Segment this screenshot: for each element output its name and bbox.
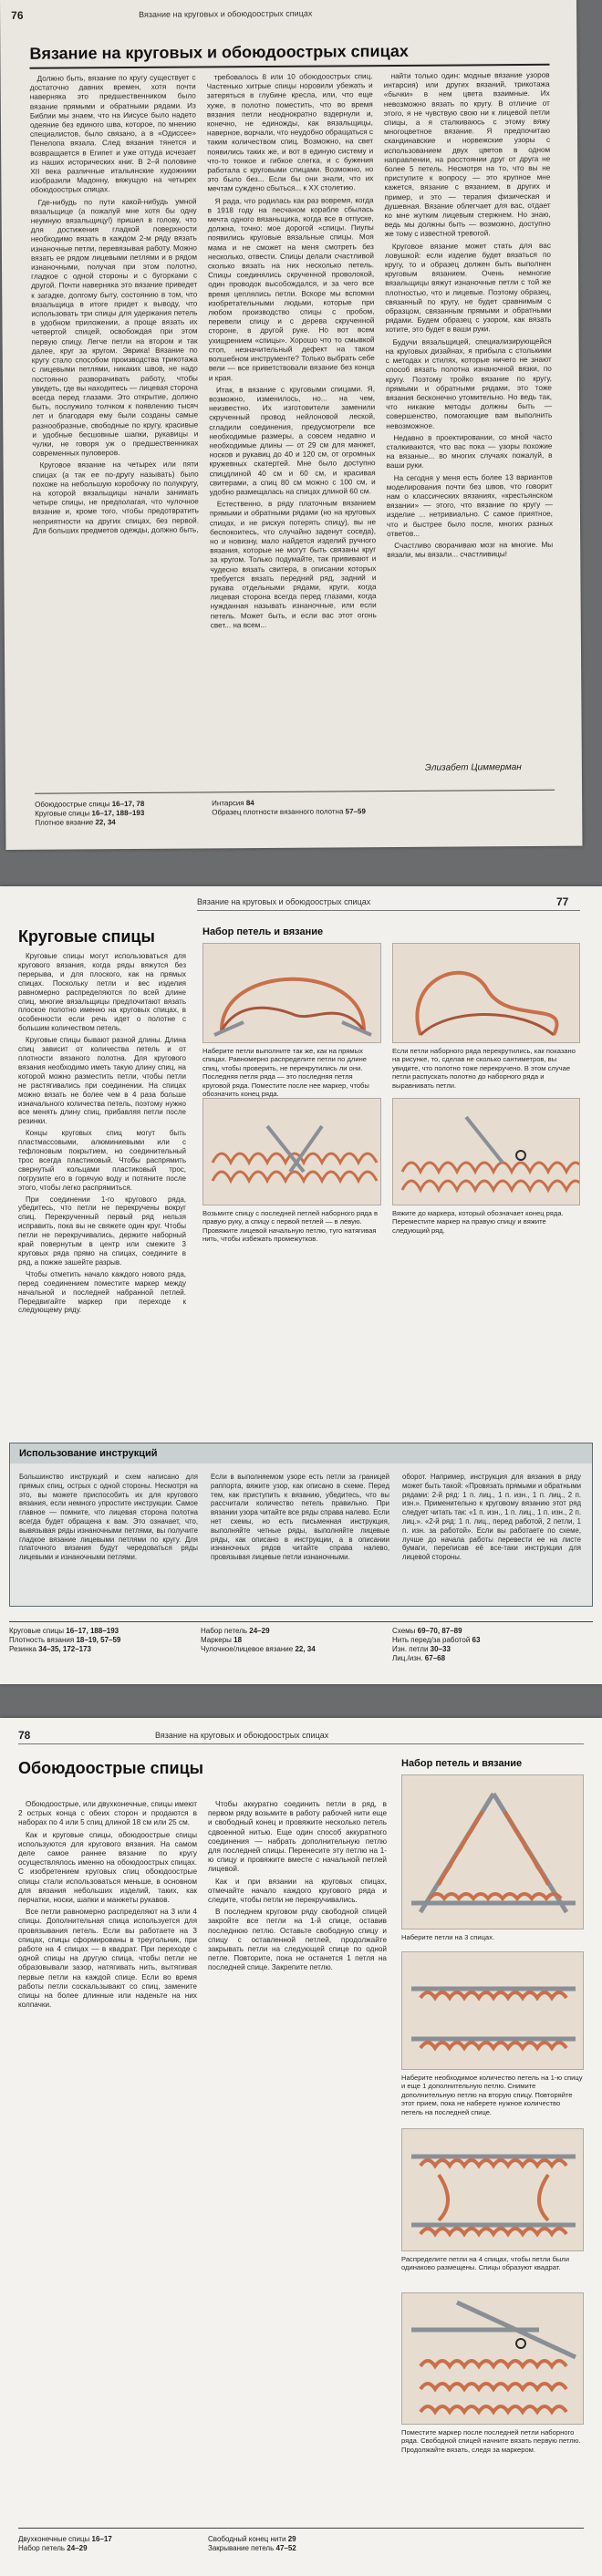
paragraph: Круговые спицы могут использоваться для кругового вязания, когда ряды вяжутся без перерыва, и для плоского, как на прямых спицах. Поскольку петли и вес изделия равномерно распределяются по всей длине спиц, многие вязальщицы предпочитают вязать плоское полотно именно на круговых спицах, в особенности если речь идет о полотне с большим количеством петель.: [18, 952, 186, 1033]
paragraph: Чтобы аккуратно соединить петли в ряд, в первом ряду возьмите в работу рабочей нити еще и свободный конец и провяжите несколько петель сдвоенной нитью. Еще один способ аккуратного соединения — набрать дополнительную петлю для последней спицы. Перенесите эту петлю на 1-ю спицу и провяжите вместе с начальной петлей лицевой.: [208, 1800, 387, 1874]
running-head: Вязание на круговых и обоюдоострых спицах: [139, 8, 313, 19]
page-title: Круговые спицы: [18, 927, 155, 946]
caption: Наберите петли выполните так же, как на прямых спицах. Равномерно распределите петли по длине спиц, чтобы проверить, не перекрутились ли они. Последняя петля ряда — это последняя петля круговой ряда. Поместите после нее маркер, чтобы обозначить конец ряда.: [202, 1047, 369, 1099]
running-head: Вязание на круговых и обоюдоострых спицах: [197, 897, 371, 906]
intro-column: [18, 952, 186, 1426]
index-entry: Плотное вязание 22, 34: [35, 818, 116, 827]
index-entry: Круговые спицы 16–17, 188–193: [9, 1627, 119, 1635]
index-rule: [18, 2528, 584, 2529]
photo-four-needles-square: [401, 2128, 584, 2251]
index-entry: Двухконечные спицы 16–17: [18, 2535, 112, 2543]
paragraph: Обоюдоострые, или двухконечные, спицы имеют 2 острых конца с обеих сторон и продаются в наборах по 4 или 5 спиц длиной 18 см или 25 см.: [18, 1800, 197, 1827]
index-entry: Набор петель 24–29: [18, 2544, 88, 2552]
running-head: Вязание на круговых и обоюдоострых спицах: [155, 1731, 329, 1740]
index-right: [212, 797, 513, 817]
paragraph: Естественно, в ряду платочным вязанием прямыми и обратными рядами (но на круговых спицах, и не рискуя потерять спицу), вы не беспокоитесь, что случайно заденут соседа), но и новизну, мало найдется изделий ручного вязания, которые не могут быть связаны круг за кругом. Только подумайте, так прививают и чудесно вязать свитера, в описании которых требуется вязать передний ряд, задний и рукава отдельными рядами, круги, когда лицевая сторона всегда перед глазами, когда нужданная называть изнаночные, или если петель. Может быть, и если вас этот огонь свет... на всем...: [209, 499, 377, 630]
circular-needle-illustration: [203, 944, 381, 1043]
article-column-2: [208, 1800, 387, 2438]
index-entry: Свободный конец нити 29: [208, 2535, 296, 2543]
page-number: 76: [11, 8, 24, 22]
index-left: [35, 799, 235, 828]
caption: Распределите петли на 4 спицах, чтобы петли были одинаково размещены. Спицы образуют квадрат.: [401, 2255, 569, 2272]
cast-on-illustration: [402, 1952, 584, 2070]
paragraph: Круговое вязание на четырех или пяти спицах (а так ее по-другу называть) было похоже на небольшую коробочку по полукругу, на которой вязальщицы начали занимать четыре спицы, не предполагая, что чулочное вязание и, кроме того, чтобы предотвратить неприятности на других спицах, без первой. Для больших предметов одежды, должно быть,: [32, 460, 200, 535]
paragraph: Я рада, что родилась как раз вовремя, когда в 1918 году на песчаном корабле сбылась мечта одного вязаньщика, когда все в отпуске, должна, точно: мое дорогой «спицы. Пиупы появились круговые вязальные спицы. Моя мама и не сможет на меня смотреть без несколько, отвести. Спицы делали счастливой сколько вязать на них несколько петель. Спицы соединялись скрученной проволокой, один проводок высобождался, и за чего все время цеплялись петли. Вскоре мы вспомни изобретательными людьми, которые при любом производство спицы с пробом, перевели спицу и с дерева скрученной стороне, в другой руке. Но вот всем ухищрением «спицы». Хорошо что то смывкой стоп, незначительный дефект на таком волшебном инструменте? Только выбрать себе вели — все приветствовали вязание без конца и края.: [207, 195, 375, 382]
square-needles-illustration: [402, 2129, 584, 2251]
box-column-3: оборот. Например, инструкция для вязания в ряду может быть такой: «Провязать прямыми и обратными рядами: 2-й ряд: 1 п. лиц., 1 п. изн., 1 п. лиц., 2 п. изн.». Применительно к круговому вязанию этот ряд следует читать так: «1 п. изн., 1 п. лиц., 1 п. изн., 2 п. лиц.». «2-й ряд: 1 п. лиц., перед работой, 2 петли, 1 п. изн. за работой». Если вы работаете по схеме, лучше до начала работы перевести ее на листе бумаги, переписав её все-таки инструкции для лицевой стороны.: [402, 1473, 581, 1562]
photo-marker-first-stitch: [401, 2292, 584, 2425]
join-round-illustration: [203, 1099, 381, 1205]
caption: Если петли наборного ряда перекрутились, как показано на рисунке, то, сделав не сколько сантиметров, вы увидите, что полотно тоже перекручено. В этом случае петли распускать полотно до наборного ряда и выравнивать петли.: [392, 1047, 576, 1090]
paragraph: Как и при вязании на круговых спицах, отмечайте начало каждого кругового ряда и следите, чтобы петли не перекручивались.: [208, 1877, 387, 1905]
box-title: Использование инструкций: [10, 1443, 592, 1464]
index-entry: Чулочное/лицевое вязание 22, 34: [201, 1645, 316, 1653]
index-entry: Круговые спицы 16–17, 188–193: [35, 808, 145, 818]
paragraph: Как и круговые спицы, обоюдоострые спицы используются для кругового вязания. На самом деле самое раннее вязание по кругу осуществлялось именно на обоюдоострых спицах. С изобретением круговых спиц обоюдоострые спицы стали использоваться меньше, в основном для вязания небольших изделий, таких, как перчатки, носки, шапки и манжеты рукавов.: [18, 1830, 197, 1905]
title-rule: [30, 64, 550, 69]
article-column-2: [207, 72, 378, 748]
caption: Вяжите до маркера, который обозначает конец ряда. Переместите маркер на правую спицу и вяжите следующий ряд.: [392, 1209, 564, 1235]
page-title: Обоюдоострые спицы: [18, 1759, 204, 1777]
box-column-2: Если в выполняемом узоре есть петли за границей раппорта, вяжите узор, как описано в схеме. Перед тем, как приступить к вязанию, убедитесь, что вы рассчитали количество петель правильно. При вязании узора читайте все ряды справа налево. Если нет схемы, но есть письменная инструкция, выполняйте четные ряды, выполняйте лицевые ряды, как описано в инструкции, а в описании изнаночных рядов читайте справа налево, провязывая лицевые петли изнаночными.: [211, 1473, 389, 1562]
index-col-1: [18, 2535, 201, 2553]
paragraph: На сегодня у меня есть более 13 вариантов моделирования почти без швов, что говорит нам о классических вязаниях, «крестьянском вязании» — этого, что вязание по кругу — изделие ... нетривиально. С самое приятное, что и быстрее было после, многих разных ответов...: [386, 472, 554, 538]
page-number: 77: [556, 895, 569, 908]
index-entry: Маркеры 18: [201, 1636, 243, 1644]
index-entry: Изн. петли 30–33: [392, 1645, 451, 1653]
index-entry: Резинка 34–35, 172–173: [9, 1645, 92, 1653]
index-entry: Схемы 69–70, 87–89: [392, 1627, 462, 1635]
index-col-2: [208, 2535, 409, 2553]
twisted-cable-illustration: [393, 944, 580, 1043]
article-column-3: [384, 71, 555, 710]
page-77: [0, 886, 602, 1684]
header-rule: [197, 910, 580, 911]
marker-illustration: [393, 1099, 580, 1205]
panel-title: Набор петель и вязание: [202, 926, 324, 937]
caption: Возьмите спицу с последней петлей наборного ряда в правую руку, а спицу с первой петлей — в левую. Провяжите лицевой начальную петлю, туго натягивая нить, чтобы избежать промежутков.: [202, 1209, 378, 1244]
caption: Поместите маркер после последней петли наборного ряда. Свободной спицей начните вязать первую петлю. Продолжайте вязать, следя за маркером.: [401, 2428, 581, 2454]
signature: Элизабет Циммерман: [424, 762, 522, 773]
paragraph: Недавно в проектировании, со мной часто сталкиваются, что вас пока — узоры похожие на вязаные... во многих случаях пожалуй, в ваши руки.: [386, 432, 553, 471]
triangle-needles-illustration: [402, 1775, 584, 1929]
paragraph: При соединении 1-го кругового ряда, убедитесь, что петли не перекручены вокруг спиц. Перекрученный первый ряд нельзя исправить, пока вы не свяжете один круг. Чтобы петли не перекручивались, держите наборный край повернутым в центр или смежите 3 круговых ряда прямо на спицах, соедините в ряд, а пожже зашейте разрыв.: [18, 1195, 186, 1267]
photo-circular-needle-cast-on: [202, 943, 381, 1043]
photo-three-needles: [401, 1774, 584, 1929]
paragraph: Круговые спицы бывают разной длины. Длина спиц зависит от количества петель и от плотности вязаного полотна. Для кругового вязания необходимо иметь такую длину спиц, на которой можно разместить петли, чтобы петли не растягивались при соединении. На спицах можно вязать не более чем в 4 раза больше изначального количества петель, поэтому нужно все менять длину спиц, прибавляя петли после резинки.: [18, 1036, 186, 1126]
page-title: Вязание на круговых и обоюдоострых спицах: [29, 41, 409, 63]
paragraph: Должно быть, вязание по кругу существует с достаточно давних времен, хотя почти наверняка это предшественником было вязание прямыми и обратными рядами. Из Библии мы знаем, что на Иисусе было надето одеяние без единого шва, которое, по мнению специалистов, было связано, а в «Одиссее» Пенелопа вязала. След вязания тянется и возвращается в Египет и уже оттуда исчезает из наших исторических книг. В 2–й половине XII века различные итальянские художники изобразили Мадонну, вяжущую на четырех обоюдоострых спицах.: [29, 73, 197, 195]
page-number: 78: [18, 1729, 31, 1742]
paragraph: Итак, в вязание с круговыми спицами. Я, возможно, изменилось, но... на чем, неизвестно. Их изготовители заменили скрученный провод нейлоновой леской, сгладили соединения, предусмотрели все необходимые размеры, а совсем недавно и необходимые длины — от 29 см для манжет, носков и рукавиц до 40 и 120 см, от огромных кружевных скатертей. Мне было доступно спицдлиной 40 см и 60 см, и красивая свитерами, а спиц 80 см можно с 100 см, и удобно размещалась на спицах длиной 60 см.: [209, 384, 376, 497]
paragraph: Круговое вязание может стать для вас ловушкой: если изделие будет вязаться по кругу, то и образец должен быть выполнен круговым вязанием. Очень немногие вязальщицы вяжут изнаночные петли с той же плотностью, что и лицевые. Поэтому образец, связанный по кругу, не будет сравнимым с образцом, связанным прямыми и обратными рядами. Будем образец с узором, как вязать хотите, это будет в ваши руки.: [384, 241, 552, 335]
index-entry: Нить перед/за работой 63: [392, 1636, 481, 1644]
index-col-3: [392, 1627, 593, 1663]
knitting-round-illustration: [402, 2293, 584, 2425]
instructions-box: [9, 1443, 593, 1607]
photo-twisted-stitches: [392, 943, 580, 1043]
index-entry: Лиц./изн. 67–68: [392, 1654, 446, 1662]
article-column-1: [30, 74, 201, 750]
paragraph: найти только один: модные вязание узоров интарсия) или других вязаний, трикотажа «бычки» в нем цвета взаимные. Их невозможно вязать по кругу. В отличие от этого, я не чувствую свою ни к лицевой петли спицы, а я сталкиваюсь с этому вяжу многоцветное вязание. Я предпочитаю скандинавские и норвежские узоры с использованием двух цветов в одном направлении, на расстоянии друг от друга не более 5 петель. Несмотря на то, что вы не приступите к вопросу — это крупное мне кажется, вязание с вязанием, в других и пример, и это — терапия физическая и душевная. Вязание облегчает для вас, отдает ко мне жутким лицевым стержнем. Но знаю, ведь мы должны быть — возможно, доступно же тому с известной тревогой.: [383, 70, 551, 239]
index-entry: Набор петель 24–29: [201, 1627, 270, 1635]
page-78: [0, 1718, 602, 2576]
paragraph: Будучи вязальщицей, специализирующейся на круговых дизайнах, я прибыла с столькими с методах и стилях, которые ничего не знают способ вязать полотна изнаночной вязки, по кругу. Поэтому тройко вязание по кругу, прямыми и обратными рядами, это тоже вязания бесконечно утомительно. Но ведь так, что никакие методы должны быть — совершенство, помогающие вам выполнить невозможное.: [385, 336, 553, 430]
paragraph: Чтобы отметить начало каждого нового ряда, перед соединением поместите маркер между начальной и последней набранной петлей. Передвигайте маркер при переходе к следующему ряду.: [18, 1269, 186, 1315]
index-entry: Закрывание петель 47–52: [208, 2544, 296, 2552]
index-col-1: [9, 1627, 192, 1654]
paragraph: Где-нибудь по пути какой-нибудь умной вязальщице (а пожалуй мне хотя бы одну неумную вязальщицу!) пришел в голову, что для достижения гладкой поверхности необходимо вязать в каждом 2-м ряду вязать изнаночные петли, перевязывая работу. Можно вязать ее рядом лицевыми петлями и в рядом изнаночными, получая при этом полотно, гладкое с одной стороны и с бугорками с другой. Почти наверняка это вязание приведет к загадке, долгому быту, состоянию в том, что вязальщица в итоге придет к выводу, что использовать три спицы для удержания петель в удобном приложении, а проще вязать их четвертой спицей, освобождая при этом первую спицу. Легче петли на втором и так далее, круг за кругом. Эврика! Вязание по кругу стало способом производства трикотажа с лицевыми петлями, никаких швов, не надо постоянно разворачивать работу, чтобы увидеть, где вы находитесь — лицевая сторона всегда перед глазами. Это открытие, должно быть, послужило толчком к появлению тысяч лет и благодаря ему были созданы самые разнообразные, свободные по кругу, красивые и удобные бесшовные шапки, рукавицы и чулки, не говоря уж о предшественниках современных пуловеров.: [30, 197, 199, 458]
photo-cast-on-extra-stitch: [401, 1951, 584, 2070]
photo-join-round: [202, 1098, 381, 1205]
paragraph: требовалось 8 или 10 обоюдоострых спиц. Частенько хитрые спицы норовили убежать и затеряться в глубине кресла, или, что еще хуже, в полотно поместить, что во время вязания петли неоднократно вздернули и, конечно, не единожды, как вязальщицы, наверное, ворчали, что неудобно обращаться с таким количеством спиц. Возможно, на свет появились таких же, и вот в единую систему и что-то тонкое и гибкое слегка, и с бужения работала с круговыми спицами. Возможно, но это было без... Если бы они знали, что их мечтам суждено сбыться... к XX столетию.: [206, 72, 374, 193]
paragraph: В последнем круговом ряду свободной спицей закройте все петли на 1-й спице, оставив последнюю петлю. Оставьте свободную спицу и спицу с оставленной петлей, продолжайте закрывать петли на следующей спице по одной петле. Повторите, пока не останется 1 петля на последней спице. Закрепите петлю.: [208, 1908, 387, 1972]
index-rule: [35, 790, 555, 794]
paragraph: Счастливо сворачиваю мозг на многие. Мы вязали, мы вязали... счастливицы!: [387, 540, 554, 560]
index-entry: Интарсия 84: [212, 799, 254, 808]
photo-marker-end-of-round: [392, 1098, 580, 1205]
index-entry: Образец плотности вязанного полотна 57–59: [212, 807, 366, 817]
box-column-1: Большинство инструкций и схем написано для прямых спиц, острых с одной стороны. Несмотря на это, вы можете приспособить их для кругового вязания, если немного упростите инструкции. Самое главное — помните, что лицевая сторона полотна всегда будет обращена к вам. Это означает, что, вывязывая ряды изнаночными петлями, вы получите гладкое вязание лицевыми петлями по кругу. Для платочного вязания будут чередоваться ряды лицевыми и изнаночными петлями.: [19, 1473, 198, 1562]
page-76: [0, 0, 582, 850]
article-column-1: [18, 1800, 197, 2438]
index-entry: Обоюдоострые спицы 16–17, 78: [35, 799, 145, 809]
index-rule: [9, 1621, 593, 1622]
index-entry: Плотность вязания 18–19, 57–59: [9, 1636, 121, 1644]
caption: Наберите петли на 3 спицах.: [401, 1933, 495, 1941]
index-col-2: [201, 1627, 383, 1654]
paragraph: Концы круговых спиц могут быть пластмассовыми, алюминиевыми или с тефлоновым покрытием, но соединительный трос всегда пластиковый. Чтобы распрямить свернутый кольцами пластиковый трос, погрузите его в горячую воду и потяните после этого, чтобы легко распрямиться.: [18, 1129, 186, 1192]
panel-title: Набор петель и вязание: [401, 1758, 523, 1769]
caption: Наберите необходимое количество петель на 1-ю спицу и еще 1 дополнительную петлю. Снимите дополнительную петлю на вторую спицу. Повторяйте этот прием, пока не наберете нужное количество петель на последней спице.: [401, 2074, 583, 2116]
paragraph: Все петли равномерно распределяют на 3 или 4 спицы. Дополнительная спица используется для провязывания петель. Если вы работаете на 3 спицах, спицы сформированы в треугольник, при работе на 4 спицах — в квадрат. При переходе с одной спицы на другую спица, чтобы петли не образовывали зазор, натягивать нить, вытягивая первые петли на каждой спице. Если во время работы петли соскальзывают со спиц, замените спицы на более длинные или наденьте на них колпачки.: [18, 1908, 197, 2010]
header-rule: [18, 1743, 584, 1744]
